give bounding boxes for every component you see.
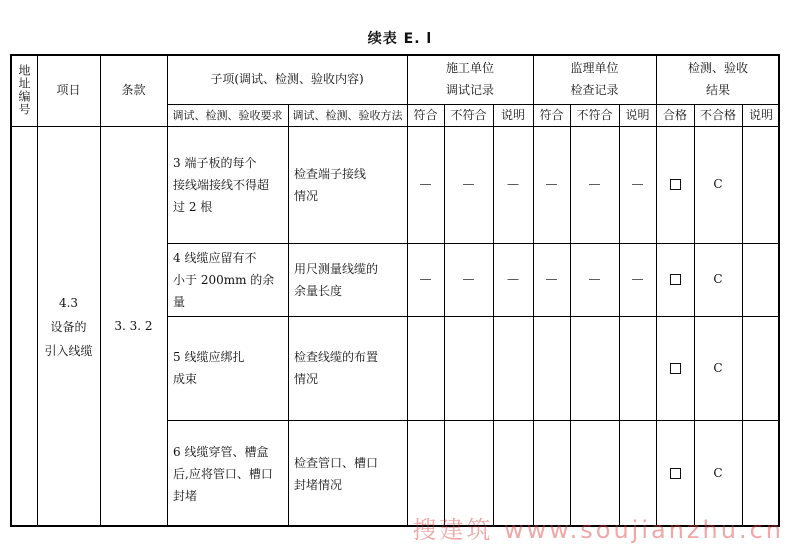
column-rule	[288, 104, 289, 527]
supervision-note-value: —	[631, 177, 644, 191]
header-construction: 施工单位 调试记录	[445, 61, 494, 97]
inspection-table	[10, 54, 780, 527]
construction-nonconform-value: —	[462, 177, 475, 191]
construction-conform-value: —	[419, 177, 432, 191]
header-pass: 合格	[662, 107, 687, 122]
row-method: 检查线缆的布置 情况	[294, 350, 379, 386]
group-item: 4.3 设备的 引入线缆	[44, 295, 93, 358]
construction-conform-value: —	[419, 272, 432, 286]
header-fail: 不合格	[699, 107, 736, 122]
column-rule	[407, 54, 408, 527]
header-divider	[167, 104, 780, 105]
row-rule	[167, 243, 780, 244]
row-method: 检查端子接线 情况	[294, 166, 367, 203]
column-rule	[570, 104, 571, 527]
header-clause: 条款	[121, 82, 146, 97]
row-requirement: 3 端子板的每个 接线端接线不得超 过 2 根	[173, 155, 270, 214]
checkbox-square-icon	[670, 468, 681, 479]
row-method: 用尺测量线缆的 余量长度	[294, 261, 379, 298]
header-construction-conform: 符合	[413, 107, 438, 122]
header-supervision: 监理单位 检查记录	[570, 61, 619, 97]
watermark: 搜建筑 www.soujianzhu.cn	[412, 516, 784, 544]
header-construction-nonconform: 不符合	[450, 107, 487, 122]
pass-checkbox[interactable]	[656, 243, 694, 316]
row-requirement: 4 线缆应留有不 小于 200mm 的余量	[173, 250, 275, 309]
column-rule	[533, 54, 534, 527]
checkbox-square-icon	[670, 363, 681, 374]
header-explain: 说明	[748, 107, 773, 122]
table-border-left	[10, 54, 12, 527]
column-rule	[37, 54, 38, 527]
row-method: 检查管口、槽口 封堵情况	[294, 455, 379, 492]
table-title: 续表 E. l	[367, 31, 433, 47]
supervision-nonconform-value: —	[588, 272, 601, 286]
fail-mark: C	[713, 360, 723, 375]
row-requirement: 6 线缆穿管、槽盒 后,应将管口、槽口 封堵	[173, 444, 273, 503]
header-bottom-rule	[10, 126, 780, 127]
column-rule	[656, 54, 657, 527]
group-clause: 3. 3. 2	[114, 319, 153, 333]
header-acceptance: 检测、验收 结果	[687, 61, 748, 97]
column-rule	[619, 104, 620, 527]
column-rule	[742, 104, 743, 527]
checkbox-square-icon	[670, 274, 681, 285]
header-address-no	[10, 54, 37, 126]
pass-checkbox[interactable]	[656, 316, 694, 420]
column-rule	[100, 54, 101, 527]
column-rule	[167, 54, 168, 527]
pass-checkbox[interactable]	[656, 126, 694, 243]
construction-note-value: —	[507, 272, 519, 286]
supervision-conform-value: —	[545, 177, 558, 191]
fail-mark: C	[713, 177, 723, 191]
table-border-top	[10, 54, 780, 56]
header-method: 调试、检测、验收方法	[292, 108, 403, 122]
column-rule	[694, 104, 695, 527]
table-border-right	[778, 54, 780, 527]
supervision-nonconform-value: —	[588, 177, 601, 191]
header-supervision-nonconform: 不符合	[576, 107, 613, 122]
header-address-no-text: 地址编号	[17, 64, 31, 116]
header-subitem: 子项(调试、检测、验收内容)	[210, 71, 364, 86]
column-rule	[444, 104, 445, 527]
supervision-conform-value: —	[545, 272, 558, 286]
header-item: 项日	[56, 82, 81, 97]
row-rule	[167, 420, 780, 421]
fail-mark: C	[713, 272, 723, 286]
supervision-note-value: —	[631, 272, 644, 286]
construction-note-value: —	[507, 177, 519, 191]
row-requirement: 5 线缆应绑扎 成束	[173, 350, 245, 386]
construction-nonconform-value: —	[462, 272, 475, 286]
header-supervision-note: 说明	[625, 107, 650, 122]
header-requirement: 调试、检测、验收要求	[172, 108, 283, 122]
row-rule	[167, 316, 780, 317]
header-construction-note: 说明	[500, 107, 525, 122]
header-supervision-conform: 符合	[539, 107, 564, 122]
checkbox-square-icon	[670, 179, 681, 190]
fail-mark: C	[713, 466, 723, 480]
column-rule	[493, 104, 494, 527]
